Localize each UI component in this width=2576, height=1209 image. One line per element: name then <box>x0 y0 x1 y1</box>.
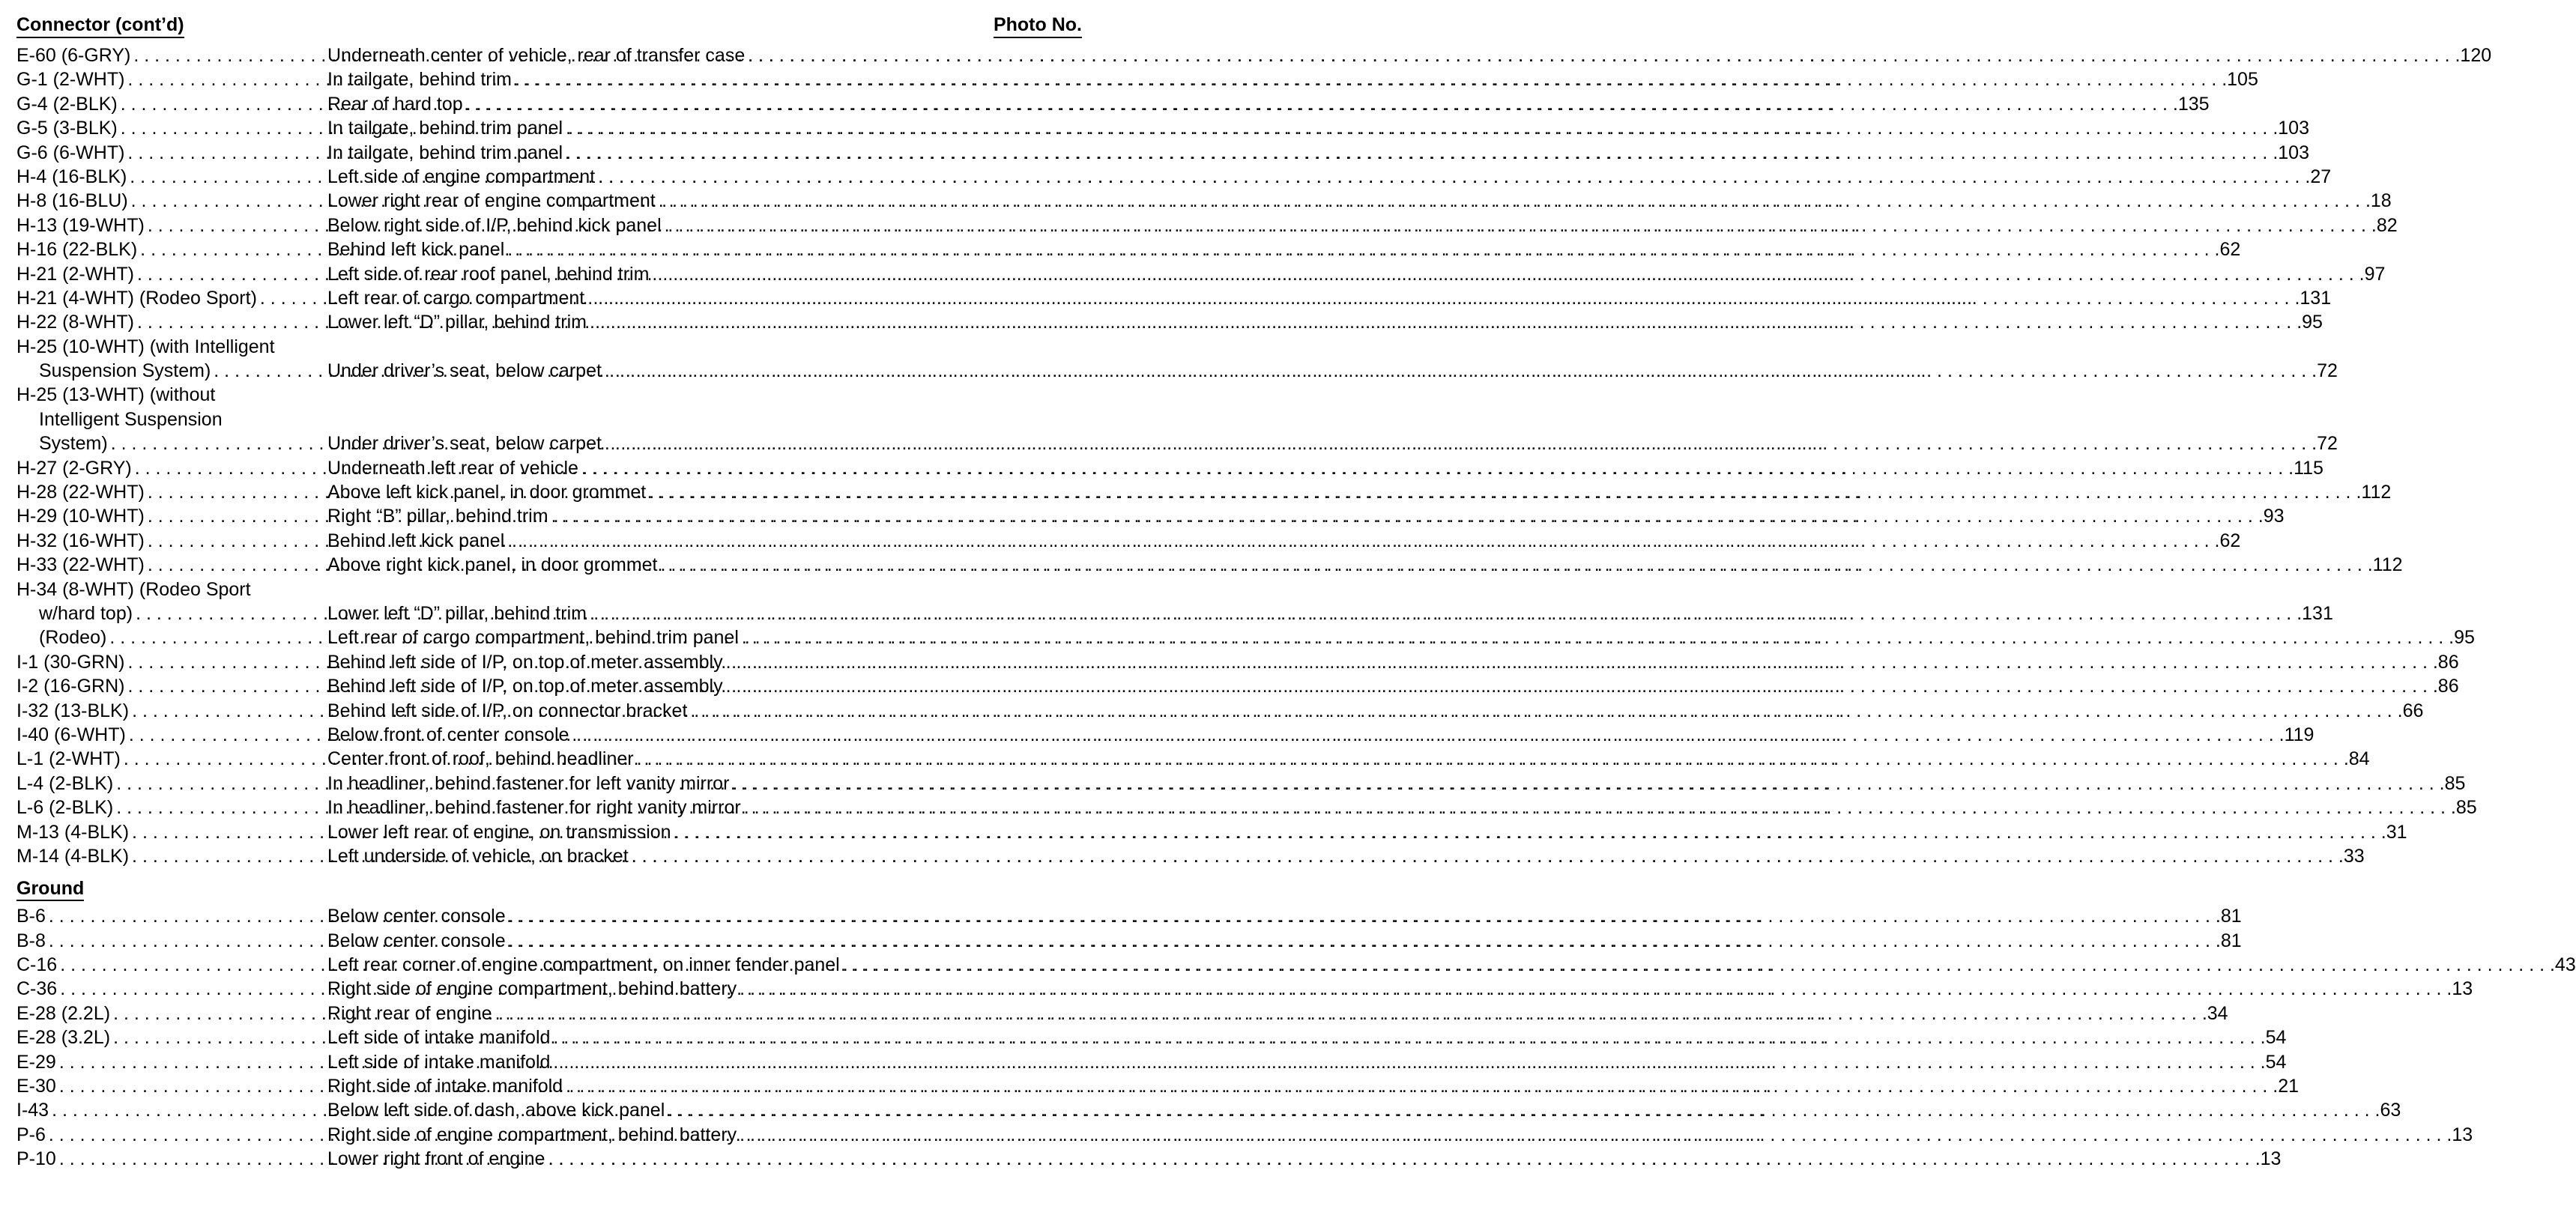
photo-number: 21 <box>2278 1076 2300 1097</box>
connector-id-cont: System) <box>39 433 108 455</box>
connector-id: H-21 (2-WHT) <box>16 263 134 285</box>
ground-section <box>16 877 2576 1171</box>
location-text: Lower left “D” pillar, behind trim <box>327 602 587 624</box>
dot-leader <box>504 529 2219 553</box>
photo-number: 13 <box>2260 1148 2282 1170</box>
connector-table <box>16 43 2492 868</box>
connector-id: G-5 (3-BLK) <box>16 118 118 139</box>
connector-id: H-16 (22-BLK) <box>16 239 138 261</box>
connector-id: C-16 <box>16 954 58 976</box>
location-text: Below right side of I/P, behind kick panel <box>327 214 662 236</box>
photo-number: 72 <box>2317 360 2338 382</box>
location-text: Left underside of vehicle, on bracket <box>327 845 629 867</box>
table-row <box>16 456 2323 480</box>
dot-leader <box>729 772 2444 796</box>
connector-id: I-32 (13-BLK) <box>16 700 130 721</box>
location-text: Behind left kick panel <box>327 530 505 551</box>
dot-leader <box>723 674 2438 698</box>
dot-leader <box>634 747 2349 771</box>
location-text: In tailgate, behind trim panel <box>327 142 563 163</box>
location-text: Below front of center console <box>327 724 569 745</box>
table-row <box>16 820 2407 844</box>
dot-leader <box>504 237 2219 261</box>
dot-leader <box>656 189 2371 213</box>
photo-number: 13 <box>2452 1124 2473 1145</box>
photo-number: 86 <box>2437 676 2459 697</box>
dot-leader <box>463 92 2178 116</box>
photo-number: 84 <box>2348 748 2370 770</box>
dot-leader <box>662 213 2377 237</box>
location-text: Left rear of cargo compartment <box>327 287 585 309</box>
dot-leader <box>671 820 2386 844</box>
dot-leader <box>840 953 2555 977</box>
dot-leader <box>587 602 2302 625</box>
connector-id: L-4 (2-BLK) <box>16 772 114 794</box>
table-row <box>16 1147 2282 1171</box>
location-text: Below center console <box>327 930 506 951</box>
photo-number: 112 <box>2372 554 2403 576</box>
location-text: Left side of intake manifold <box>327 1027 551 1049</box>
location-text: In tailgate, behind trim <box>327 69 512 91</box>
photo-number: 62 <box>2219 239 2241 261</box>
table-row <box>16 335 2338 384</box>
connector-id: H-4 (16-BLK) <box>16 166 127 187</box>
connector-id: H-13 (19-WHT) <box>16 214 145 236</box>
photo-number: 86 <box>2437 651 2459 673</box>
photo-number: 131 <box>2300 287 2332 309</box>
connector-id: H-27 (2-GRY) <box>16 457 132 479</box>
connector-id: H-25 (10-WHT) (with Intelligent <box>16 336 275 357</box>
dot-leader <box>646 480 2361 504</box>
location-text: Underneath center of vehicle, rear of transfer case <box>327 45 746 66</box>
location-text: In headliner, behind fastener for right vanity mirror <box>327 797 741 819</box>
photo-number: 97 <box>2364 263 2386 285</box>
table-row <box>16 237 2241 261</box>
connector-id: H-34 (8-WHT) (Rodeo Sport <box>16 578 251 600</box>
dot-leader <box>687 699 2402 723</box>
dot-leader <box>741 796 2456 819</box>
location-text: Lower right rear of engine compartment <box>327 190 656 212</box>
location-text: Rear of hard top <box>327 93 463 115</box>
dot-leader <box>584 286 2300 310</box>
photo-number: 62 <box>2219 530 2241 551</box>
dot-leader <box>602 431 2317 455</box>
table-row <box>16 92 2210 116</box>
table-row <box>16 116 2309 140</box>
connector-id: I-2 (16-GRN) <box>16 676 125 697</box>
connector-id: H-22 (8-WHT) <box>16 312 134 333</box>
connector-id: I-43 <box>16 1100 49 1121</box>
photo-number: 66 <box>2402 700 2424 721</box>
location-text: Left side of rear roof panel, behind trim <box>327 263 650 285</box>
connector-id: E-28 (2.2L) <box>16 1002 111 1024</box>
photo-number: 85 <box>2444 772 2466 794</box>
connector-id: M-13 (4-BLK) <box>16 821 130 843</box>
table-row <box>16 929 2242 953</box>
photo-number: 72 <box>2317 433 2338 455</box>
dot-leader <box>545 1147 2260 1171</box>
photo-number: 119 <box>2284 724 2315 745</box>
table-row <box>16 699 2424 723</box>
table-row <box>16 480 2392 504</box>
location-text: Under driver’s seat, below carpet <box>327 433 602 455</box>
connector-id: L-1 (2-WHT) <box>16 748 121 770</box>
location-text: Left side of intake manifold <box>327 1051 551 1073</box>
photo-number: 103 <box>2278 142 2309 163</box>
dot-leader <box>665 1098 2380 1122</box>
table-row <box>16 977 2473 1001</box>
location-text: Right side of engine compartment, behind battery <box>327 1124 737 1145</box>
dot-leader <box>739 625 2454 649</box>
table-row <box>16 796 2477 819</box>
table-row <box>16 529 2241 553</box>
photo-number: 13 <box>2452 978 2473 1000</box>
location-text: Center front of roof, behind headliner <box>327 748 634 770</box>
dot-leader <box>658 553 2373 577</box>
location-text: Under driver’s seat, below carpet <box>327 360 602 382</box>
connector-id: H-29 (10-WHT) <box>16 506 145 527</box>
photo-number: 54 <box>2265 1051 2287 1073</box>
location-text: Right rear of engine <box>327 1002 492 1024</box>
connector-id: H-25 (13-WHT) (without <box>16 384 216 406</box>
location-text: Right side of engine compartment, behind battery <box>327 978 737 1000</box>
connector-id-cont: w/hard top) <box>39 602 133 624</box>
dot-leader <box>550 1050 2265 1074</box>
connector-id: B-8 <box>16 930 46 951</box>
dot-leader <box>745 43 2460 67</box>
table-row <box>16 504 2285 528</box>
photo-number: 33 <box>2343 845 2365 867</box>
table-row <box>16 1123 2473 1147</box>
connector-id: C-36 <box>16 978 58 1000</box>
connector-id: I-40 (6-WHT) <box>16 724 126 745</box>
table-row <box>16 650 2459 674</box>
table-row <box>16 553 2403 577</box>
location-text: Left rear corner of engine compartment, on inner fender panel <box>327 954 840 976</box>
photo-number: 105 <box>2227 69 2258 91</box>
dot-leader <box>723 650 2438 674</box>
location-text: Underneath left rear of vehicle <box>327 457 578 479</box>
dot-leader <box>548 504 2264 528</box>
photo-number: 63 <box>2380 1100 2401 1121</box>
photo-number: 93 <box>2263 506 2285 527</box>
dot-leader <box>649 262 2364 286</box>
photo-number: 81 <box>2220 906 2242 927</box>
dot-leader <box>563 1074 2278 1098</box>
table-row <box>16 723 2315 747</box>
dot-leader <box>569 723 2284 747</box>
connector-id-cont: Suspension System) <box>39 360 211 382</box>
photo-number: 135 <box>2177 93 2210 115</box>
connector-id-cont: Intelligent Suspension <box>39 408 223 430</box>
connector-id-cont: (Rodeo) <box>39 627 107 649</box>
connector-id: E-60 (6-GRY) <box>16 45 131 66</box>
location-text: Lower right front of engine <box>327 1148 545 1170</box>
location-text: Behind left side of I/P, on top of meter assembly <box>327 651 723 673</box>
connector-id: G-1 (2-WHT) <box>16 69 125 91</box>
connector-location-page <box>16 13 2576 1172</box>
dot-leader <box>629 844 2344 868</box>
connector-id: H-28 (22-WHT) <box>16 482 145 503</box>
connector-id: H-21 (4-WHT) (Rodeo Sport) <box>16 287 257 309</box>
photo-number: 31 <box>2386 821 2407 843</box>
photo-number: 34 <box>2207 1002 2228 1024</box>
dot-leader <box>737 977 2452 1001</box>
photo-number: 27 <box>2310 166 2332 187</box>
photo-number: 103 <box>2278 118 2309 139</box>
connector-id: H-8 (16-BLU) <box>16 190 128 212</box>
location-text: Right “B” pillar, behind trim <box>327 506 548 527</box>
table-row <box>16 43 2492 67</box>
photo-number: 18 <box>2370 190 2392 212</box>
table-row <box>16 904 2242 928</box>
connector-id: G-6 (6-WHT) <box>16 142 125 163</box>
table-row <box>16 953 2576 977</box>
location-text: Lower left rear of engine, on transmission <box>327 821 671 843</box>
connector-id: M-14 (4-BLK) <box>16 845 130 867</box>
connector-id: H-32 (16-WHT) <box>16 530 145 551</box>
location-text: Above right kick panel, in door grommet <box>327 554 658 576</box>
table-row <box>16 67 2258 91</box>
connector-id: B-6 <box>16 906 46 927</box>
dot-leader <box>506 904 2221 928</box>
dot-leader <box>737 1123 2452 1147</box>
location-text: Below center console <box>327 906 506 927</box>
dot-leader <box>587 310 2302 334</box>
location-text: Behind left kick panel <box>327 239 505 261</box>
location-text: Lower left “D” pillar, behind trim <box>327 312 587 333</box>
location-text: Above left kick panel, in door grommet <box>327 482 647 503</box>
table-row <box>16 262 2386 286</box>
location-text: Behind left side of I/P, on connector bracket <box>327 700 688 721</box>
photo-number: 131 <box>2302 602 2333 624</box>
table-row <box>16 310 2323 334</box>
table-row <box>16 189 2392 213</box>
photo-number: 85 <box>2455 797 2477 819</box>
dot-leader <box>563 141 2278 165</box>
table-row <box>16 747 2370 771</box>
connector-id: E-30 <box>16 1076 56 1097</box>
dot-leader <box>550 1025 2265 1049</box>
table-row <box>16 1025 2287 1049</box>
location-text: Left rear of cargo compartment, behind trim panel <box>327 627 739 649</box>
connector-id: E-29 <box>16 1051 56 1073</box>
dot-leader <box>595 165 2310 189</box>
table-row <box>16 1002 2228 1025</box>
section-title-ground: Ground <box>16 877 84 901</box>
table-row <box>16 1074 2300 1098</box>
table-row <box>16 578 2475 650</box>
table-row <box>16 165 2332 189</box>
table-row <box>16 1098 2401 1122</box>
photo-number: 95 <box>2302 312 2323 333</box>
table-row <box>16 383 2338 455</box>
location-text: In tailgate, behind trim panel <box>327 118 563 139</box>
photo-number: 54 <box>2265 1027 2287 1049</box>
dot-leader <box>578 456 2294 480</box>
photo-number: 95 <box>2454 627 2475 649</box>
location-text: Left side of engine compartment <box>327 166 596 187</box>
table-row <box>16 213 2398 237</box>
photo-number: 120 <box>2460 45 2492 66</box>
photo-number: 82 <box>2376 214 2398 236</box>
column-header-photo-no: Photo No. <box>994 13 1082 38</box>
table-row <box>16 674 2459 698</box>
table-row <box>16 844 2365 868</box>
photo-number: 112 <box>2361 482 2392 503</box>
connector-id: P-6 <box>16 1124 46 1145</box>
table-header <box>16 13 1082 37</box>
location-text: Behind left side of I/P, on top of meter assembly <box>327 676 723 697</box>
table-row <box>16 772 2466 796</box>
dot-leader <box>563 116 2278 140</box>
connector-id: P-10 <box>16 1148 56 1170</box>
dot-leader <box>506 929 2221 953</box>
connector-id: I-1 (30-GRN) <box>16 651 125 673</box>
table-row <box>16 286 2332 310</box>
dot-leader <box>492 1002 2207 1025</box>
dot-leader <box>602 359 2317 383</box>
connector-id: L-6 (2-BLK) <box>16 797 114 819</box>
table-row <box>16 1050 2287 1074</box>
section-title-connector: Connector (cont’d) <box>16 13 184 38</box>
location-text: Below left side of dash, above kick panel <box>327 1100 665 1121</box>
dot-leader <box>512 67 2227 91</box>
photo-number: 115 <box>2294 457 2323 479</box>
connector-id: G-4 (2-BLK) <box>16 93 118 115</box>
connector-id: H-33 (22-WHT) <box>16 554 145 576</box>
table-row <box>16 141 2309 165</box>
photo-number: 81 <box>2220 930 2242 951</box>
connector-id: E-28 (3.2L) <box>16 1027 111 1049</box>
location-text: In headliner, behind fastener for left vanity mirror <box>327 772 730 794</box>
location-text: Right side of intake manifold <box>327 1076 563 1097</box>
photo-number: 43 <box>2554 954 2576 976</box>
